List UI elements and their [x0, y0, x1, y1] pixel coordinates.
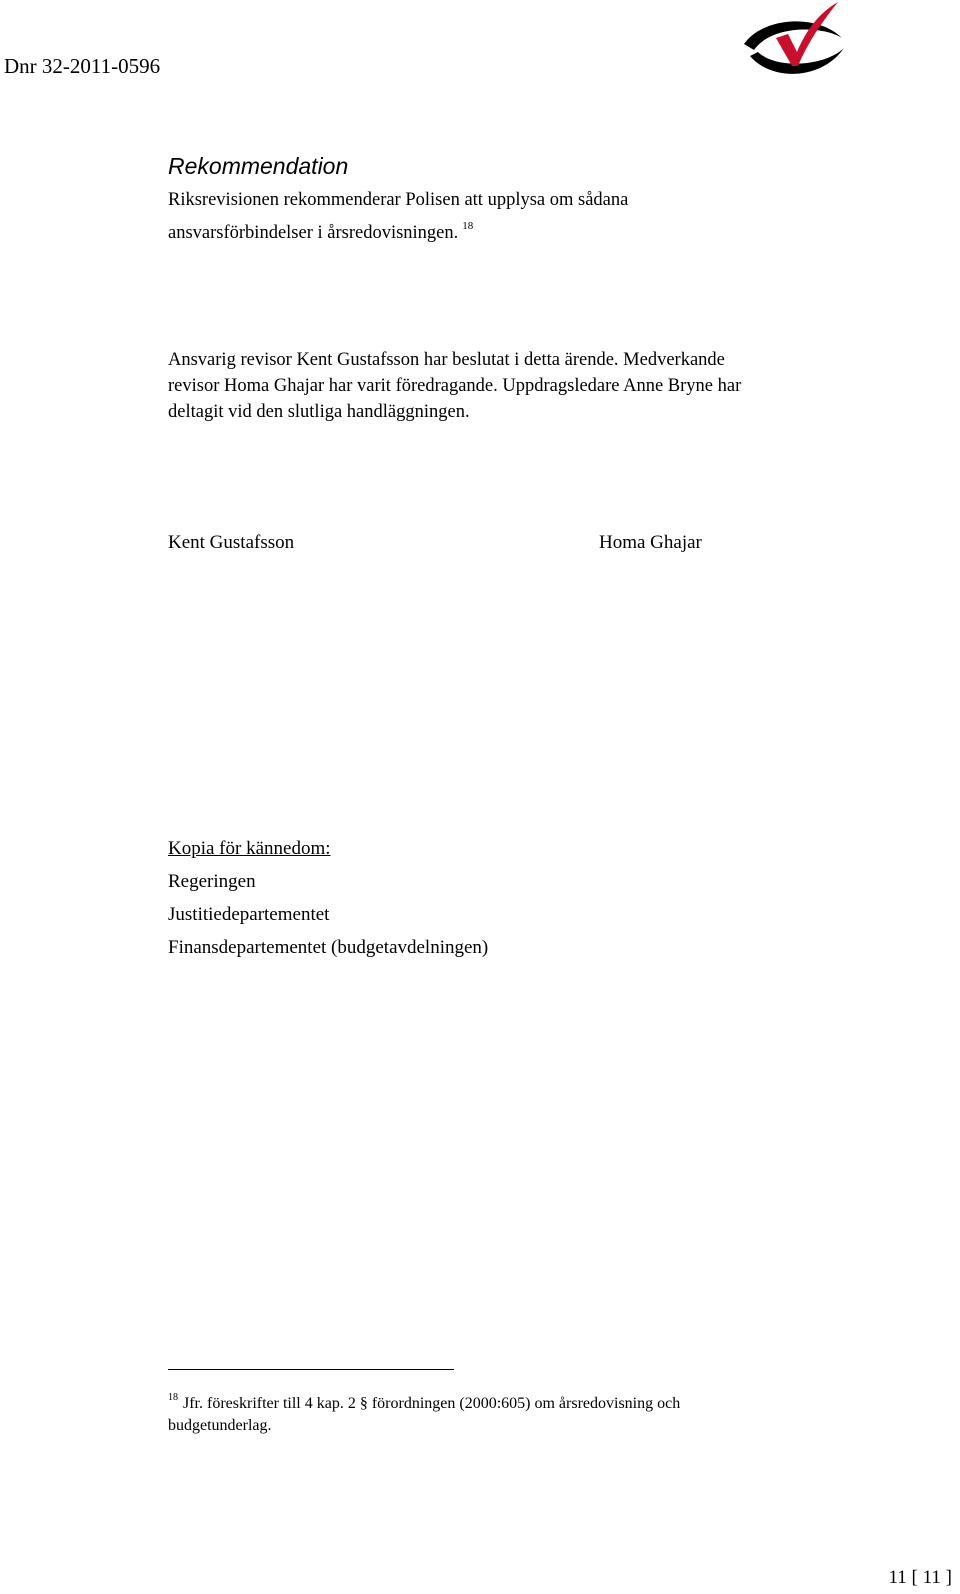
- text-line: Ansvarig revisor Kent Gustafsson har beslutat i detta ärende. Medverkande: [168, 350, 725, 370]
- text-line: [168, 213, 628, 246]
- footnote-line: budgetunderlag.: [168, 1417, 272, 1434]
- document-number: Dnr 32-2011-0596: [4, 54, 161, 78]
- section-heading: Rekommendation: [168, 153, 349, 179]
- footnote-line: [168, 1387, 680, 1415]
- recipient-item: Finansdepartementet (budgetavdelningen): [168, 937, 489, 958]
- signature-right: Homa Ghajar: [599, 532, 702, 553]
- recipient-item: Justitiedepartementet: [168, 904, 330, 925]
- footnote-number: 18: [168, 1392, 178, 1403]
- signature-left: Kent Gustafsson: [168, 532, 295, 553]
- copy-recipients: [168, 832, 488, 964]
- footnote: [168, 1387, 680, 1437]
- copy-title: Kopia för kännedom:: [168, 838, 331, 859]
- text-line-content: ansvarsförbindelser i årsredovisningen.: [168, 223, 459, 243]
- footnote-text: Jfr. föreskrifter till 4 kap. 2 § förordningen (2000:605) om årsredovisning och: [183, 1395, 681, 1412]
- recommendation-text: [168, 187, 628, 246]
- footnote-divider: [168, 1369, 454, 1370]
- riksrevisionen-logo-icon: [742, 0, 848, 78]
- text-line: deltagit vid den slutliga handläggningen.: [168, 402, 470, 422]
- text-line: Riksrevisionen rekommenderar Polisen att upplysa om sådana: [168, 190, 629, 210]
- text-line: revisor Homa Ghajar har varit föredragande. Uppdragsledare Anne Bryne har: [168, 376, 742, 396]
- footnote-reference: 18: [462, 220, 474, 232]
- decision-text: [168, 347, 741, 425]
- page-number: 11 [ 11 ]: [888, 1567, 952, 1588]
- recipient-item: Regeringen: [168, 871, 256, 892]
